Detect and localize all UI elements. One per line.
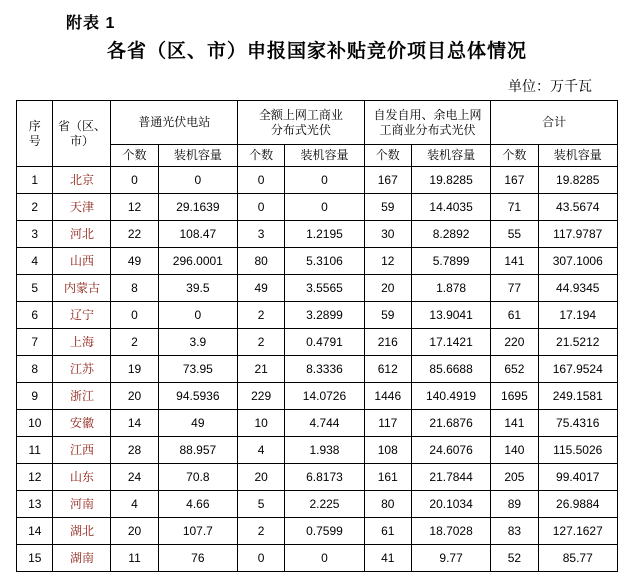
- table-row: [17, 491, 618, 518]
- row-province: 江苏: [53, 356, 111, 383]
- header-sub-count-1: 个数: [111, 145, 158, 167]
- row-value-0: 49: [111, 248, 158, 275]
- row-province: 江西: [53, 437, 111, 464]
- row-value-6: 71: [491, 194, 538, 221]
- row-value-1: 73.95: [158, 356, 237, 383]
- row-value-7: 75.4316: [538, 410, 618, 437]
- table-header: [17, 101, 618, 167]
- row-value-1: 70.8: [158, 464, 237, 491]
- row-value-2: 49: [238, 275, 285, 302]
- row-value-3: 0: [285, 167, 364, 194]
- row-value-4: 216: [364, 329, 411, 356]
- row-value-5: 20.1034: [411, 491, 490, 518]
- table-row: [17, 356, 618, 383]
- row-value-1: 94.5936: [158, 383, 237, 410]
- row-value-1: 76: [158, 545, 237, 572]
- row-province: 辽宁: [53, 302, 111, 329]
- table-row: [17, 410, 618, 437]
- table-row: [17, 275, 618, 302]
- row-value-5: 17.1421: [411, 329, 490, 356]
- table-row: [17, 194, 618, 221]
- row-value-5: 5.7899: [411, 248, 490, 275]
- row-value-3: 8.3336: [285, 356, 364, 383]
- row-value-4: 80: [364, 491, 411, 518]
- row-value-2: 0: [238, 194, 285, 221]
- row-value-4: 41: [364, 545, 411, 572]
- row-index: 15: [17, 545, 53, 572]
- row-value-3: 4.744: [285, 410, 364, 437]
- row-value-5: 1.878: [411, 275, 490, 302]
- row-value-1: 108.47: [158, 221, 237, 248]
- row-index: 11: [17, 437, 53, 464]
- row-province: 山东: [53, 464, 111, 491]
- row-value-3: 2.225: [285, 491, 364, 518]
- row-value-5: 21.6876: [411, 410, 490, 437]
- header-sub-count-total: 个数: [491, 145, 538, 167]
- row-value-5: 13.9041: [411, 302, 490, 329]
- table-row: [17, 248, 618, 275]
- row-value-2: 0: [238, 545, 285, 572]
- row-value-5: 8.2892: [411, 221, 490, 248]
- row-value-4: 161: [364, 464, 411, 491]
- row-value-7: 117.9787: [538, 221, 618, 248]
- table-row: [17, 383, 618, 410]
- header-group-normal-pv-station: 普通光伏电站: [111, 101, 238, 145]
- row-value-3: 6.8173: [285, 464, 364, 491]
- table-row: [17, 545, 618, 572]
- row-value-0: 22: [111, 221, 158, 248]
- header-sub-count-3: 个数: [364, 145, 411, 167]
- row-province: 北京: [53, 167, 111, 194]
- row-value-1: 88.957: [158, 437, 237, 464]
- row-value-0: 4: [111, 491, 158, 518]
- row-province: 浙江: [53, 383, 111, 410]
- header-sub-capacity-3: 装机容量: [411, 145, 490, 167]
- row-value-2: 3: [238, 221, 285, 248]
- table-row: [17, 437, 618, 464]
- table-row: [17, 329, 618, 356]
- row-value-5: 19.8285: [411, 167, 490, 194]
- row-value-2: 4: [238, 437, 285, 464]
- row-value-1: 49: [158, 410, 237, 437]
- row-value-7: 21.5212: [538, 329, 618, 356]
- row-value-4: 59: [364, 194, 411, 221]
- header-province: 省（区、 市）: [53, 101, 111, 167]
- row-value-7: 127.1627: [538, 518, 618, 545]
- row-value-5: 14.4035: [411, 194, 490, 221]
- row-value-3: 3.2899: [285, 302, 364, 329]
- header-group-self-use-distributed: 自发自用、余电上网 工商业分布式光伏: [364, 101, 491, 145]
- row-value-5: 85.6688: [411, 356, 490, 383]
- row-value-6: 52: [491, 545, 538, 572]
- row-value-7: 85.77: [538, 545, 618, 572]
- row-value-3: 1.938: [285, 437, 364, 464]
- row-value-6: 61: [491, 302, 538, 329]
- table-row: [17, 518, 618, 545]
- row-province: 河北: [53, 221, 111, 248]
- row-value-6: 89: [491, 491, 538, 518]
- row-index: 3: [17, 221, 53, 248]
- row-province: 天津: [53, 194, 111, 221]
- subsidy-bidding-table: [16, 100, 618, 572]
- row-value-7: 99.4017: [538, 464, 618, 491]
- row-value-6: 167: [491, 167, 538, 194]
- row-value-0: 28: [111, 437, 158, 464]
- row-value-2: 2: [238, 518, 285, 545]
- row-value-2: 20: [238, 464, 285, 491]
- row-value-4: 612: [364, 356, 411, 383]
- unit-label: 单位：万千瓦: [508, 78, 592, 94]
- row-value-4: 1446: [364, 383, 411, 410]
- row-value-5: 24.6076: [411, 437, 490, 464]
- row-value-3: 0.4791: [285, 329, 364, 356]
- table-row: [17, 167, 618, 194]
- row-value-7: 115.5026: [538, 437, 618, 464]
- row-value-6: 205: [491, 464, 538, 491]
- header-group-full-grid-distributed: 全额上网工商业 分布式光伏: [238, 101, 365, 145]
- row-value-6: 652: [491, 356, 538, 383]
- row-province: 安徽: [53, 410, 111, 437]
- row-value-1: 0: [158, 302, 237, 329]
- row-province: 山西: [53, 248, 111, 275]
- row-value-7: 43.5674: [538, 194, 618, 221]
- row-value-1: 39.5: [158, 275, 237, 302]
- row-value-0: 12: [111, 194, 158, 221]
- row-value-2: 229: [238, 383, 285, 410]
- row-value-7: 26.9884: [538, 491, 618, 518]
- row-index: 4: [17, 248, 53, 275]
- row-index: 2: [17, 194, 53, 221]
- row-value-5: 21.7844: [411, 464, 490, 491]
- row-value-4: 12: [364, 248, 411, 275]
- row-value-3: 3.5565: [285, 275, 364, 302]
- row-index: 14: [17, 518, 53, 545]
- row-value-0: 19: [111, 356, 158, 383]
- row-value-1: 3.9: [158, 329, 237, 356]
- row-value-4: 30: [364, 221, 411, 248]
- row-index: 13: [17, 491, 53, 518]
- row-value-3: 14.0726: [285, 383, 364, 410]
- header-sub-capacity-2: 装机容量: [285, 145, 364, 167]
- row-index: 6: [17, 302, 53, 329]
- row-value-2: 0: [238, 167, 285, 194]
- table-header-row-groups: [17, 101, 618, 145]
- row-value-2: 10: [238, 410, 285, 437]
- row-value-6: 220: [491, 329, 538, 356]
- row-index: 1: [17, 167, 53, 194]
- row-value-0: 0: [111, 302, 158, 329]
- row-value-1: 0: [158, 167, 237, 194]
- header-index: 序 号: [17, 101, 53, 167]
- row-value-1: 107.7: [158, 518, 237, 545]
- table-body: [17, 167, 618, 572]
- row-value-6: 55: [491, 221, 538, 248]
- header-sub-capacity-total: 装机容量: [538, 145, 618, 167]
- row-value-1: 29.1639: [158, 194, 237, 221]
- row-value-3: 5.3106: [285, 248, 364, 275]
- row-value-2: 21: [238, 356, 285, 383]
- row-value-6: 141: [491, 248, 538, 275]
- row-index: 12: [17, 464, 53, 491]
- header-group-total: 合计: [491, 101, 618, 145]
- row-value-4: 167: [364, 167, 411, 194]
- header-sub-count-2: 个数: [238, 145, 285, 167]
- row-value-2: 2: [238, 329, 285, 356]
- row-value-4: 20: [364, 275, 411, 302]
- row-value-0: 20: [111, 383, 158, 410]
- row-value-5: 18.7028: [411, 518, 490, 545]
- row-province: 湖南: [53, 545, 111, 572]
- row-province: 上海: [53, 329, 111, 356]
- row-value-7: 19.8285: [538, 167, 618, 194]
- row-value-6: 1695: [491, 383, 538, 410]
- row-value-0: 14: [111, 410, 158, 437]
- row-province: 河南: [53, 491, 111, 518]
- row-index: 7: [17, 329, 53, 356]
- row-value-7: 249.1581: [538, 383, 618, 410]
- table-row: [17, 464, 618, 491]
- row-value-7: 167.9524: [538, 356, 618, 383]
- row-value-0: 2: [111, 329, 158, 356]
- row-value-3: 0: [285, 545, 364, 572]
- row-value-0: 8: [111, 275, 158, 302]
- row-value-4: 59: [364, 302, 411, 329]
- row-value-6: 140: [491, 437, 538, 464]
- row-value-5: 9.77: [411, 545, 490, 572]
- row-value-3: 0.7599: [285, 518, 364, 545]
- row-value-0: 24: [111, 464, 158, 491]
- attachment-label: 附表 1: [66, 15, 116, 32]
- row-value-0: 20: [111, 518, 158, 545]
- page-title: 各省（区、市）申报国家补贴竞价项目总体情况: [106, 41, 527, 62]
- row-province: 内蒙古: [53, 275, 111, 302]
- row-value-4: 117: [364, 410, 411, 437]
- row-value-2: 2: [238, 302, 285, 329]
- row-value-6: 141: [491, 410, 538, 437]
- row-value-1: 296.0001: [158, 248, 237, 275]
- row-value-0: 0: [111, 167, 158, 194]
- row-value-5: 140.4919: [411, 383, 490, 410]
- row-value-7: 44.9345: [538, 275, 618, 302]
- table-row: [17, 221, 618, 248]
- row-value-4: 61: [364, 518, 411, 545]
- row-index: 10: [17, 410, 53, 437]
- table-row: [17, 302, 618, 329]
- row-value-4: 108: [364, 437, 411, 464]
- row-value-3: 0: [285, 194, 364, 221]
- row-value-7: 17.194: [538, 302, 618, 329]
- row-value-0: 11: [111, 545, 158, 572]
- row-value-7: 307.1006: [538, 248, 618, 275]
- row-province: 湖北: [53, 518, 111, 545]
- header-sub-capacity-1: 装机容量: [158, 145, 237, 167]
- row-index: 5: [17, 275, 53, 302]
- row-value-6: 77: [491, 275, 538, 302]
- row-value-3: 1.2195: [285, 221, 364, 248]
- row-index: 9: [17, 383, 53, 410]
- row-value-1: 4.66: [158, 491, 237, 518]
- row-value-6: 83: [491, 518, 538, 545]
- row-value-2: 5: [238, 491, 285, 518]
- row-index: 8: [17, 356, 53, 383]
- row-value-2: 80: [238, 248, 285, 275]
